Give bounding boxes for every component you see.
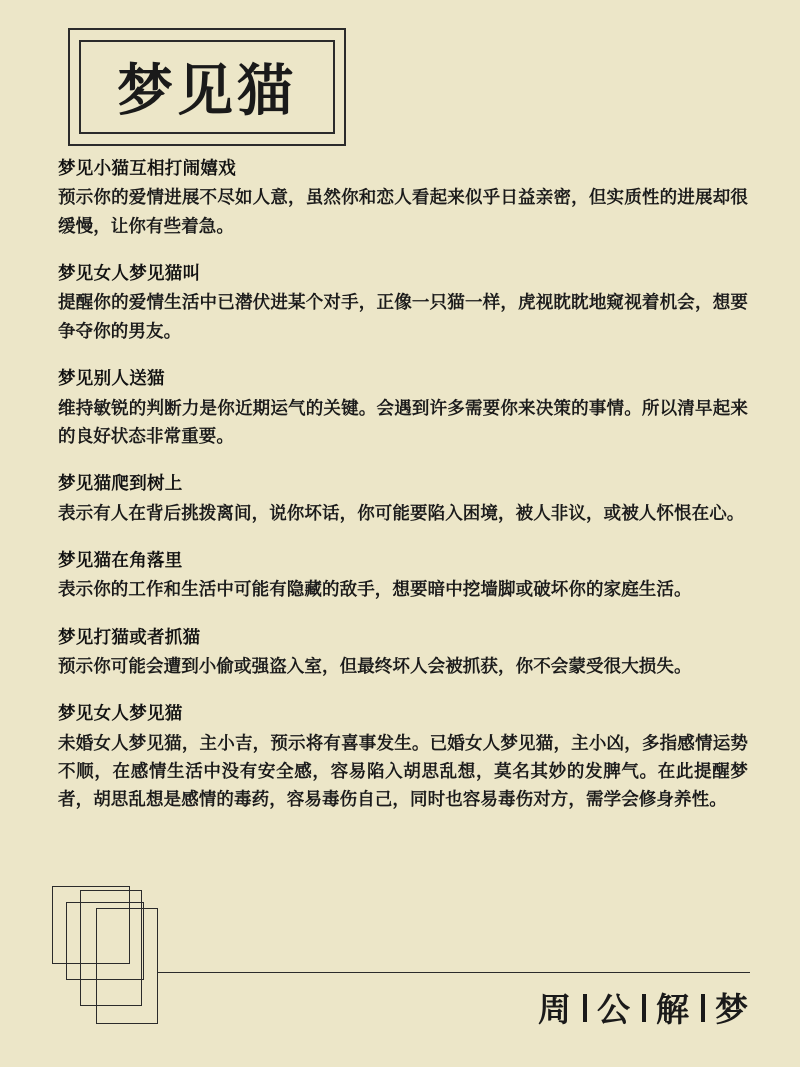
entry-heading: 梦见女人梦见猫叫 bbox=[58, 263, 201, 284]
footer bbox=[0, 872, 800, 1067]
entry-item bbox=[58, 625, 748, 681]
entry-body: 表示有人在背后挑拨离间，说你坏话，你可能要陷入困境，被人非议，或被人怀恨在心。 bbox=[58, 502, 745, 523]
brand-char-4: 梦 bbox=[715, 990, 750, 1029]
entry-heading: 梦见打猫或者抓猫 bbox=[58, 626, 201, 647]
brand-separator bbox=[583, 994, 587, 1022]
entry-body: 提醒你的爱情生活中已潜伏进某个对手，正像一只猫一样，虎视眈眈地窥视着机会，想要争夺你的男友。 bbox=[58, 292, 748, 341]
entry-item bbox=[58, 156, 748, 240]
title-block bbox=[68, 28, 346, 146]
entry-body: 表示你的工作和生活中可能有隐藏的敌手，想要暗中挖墙脚或破坏你的家庭生活。 bbox=[58, 579, 692, 600]
footer-divider bbox=[158, 972, 750, 973]
brand-char-2: 公 bbox=[597, 990, 632, 1029]
brand-separator bbox=[642, 994, 646, 1022]
entry-item bbox=[58, 366, 748, 450]
entry-heading: 梦见猫在角落里 bbox=[58, 549, 183, 570]
decorative-rectangle bbox=[96, 908, 158, 1024]
brand-char-3: 解 bbox=[656, 990, 691, 1029]
entry-item bbox=[58, 471, 748, 527]
entry-body: 预示你的爱情进展不尽如人意，虽然你和恋人看起来似乎日益亲密，但实质性的进展却很缓慢，让你有些着急。 bbox=[58, 187, 748, 236]
brand-separator bbox=[701, 994, 705, 1022]
entry-body: 未婚女人梦见猫，主小吉，预示将有喜事发生。已婚女人梦见猫，主小凶，多指感情运势不顺，在感情生活中没有安全感，容易陷入胡思乱想，莫名其妙的发脾气。在此提醒梦者，胡思乱想是感情的毒药，容易毒伤自己，同时也容易毒伤对方，需学会修身养性。 bbox=[58, 732, 748, 810]
entry-heading: 梦见别人送猫 bbox=[58, 368, 165, 389]
entry-item bbox=[58, 261, 748, 345]
entry-body: 预示你可能会遭到小偷或强盗入室，但最终坏人会被抓获，你不会蒙受很大损失。 bbox=[58, 656, 692, 676]
entry-item bbox=[58, 701, 748, 813]
entry-heading: 梦见女人梦见猫 bbox=[58, 703, 183, 724]
brand-char-1: 周 bbox=[538, 990, 573, 1029]
entry-list bbox=[58, 156, 748, 814]
entry-item bbox=[58, 548, 748, 604]
entry-heading: 梦见猫爬到树上 bbox=[58, 473, 183, 494]
entry-body: 维持敏锐的判断力是你近期运气的关键。会遇到许多需要你来决策的事情。所以清早起来的良好状态非常重要。 bbox=[58, 397, 748, 446]
page-title: 梦见猫 bbox=[117, 58, 297, 124]
brand-mark bbox=[538, 984, 750, 1031]
entry-heading: 梦见小猫互相打闹嬉戏 bbox=[58, 158, 236, 178]
